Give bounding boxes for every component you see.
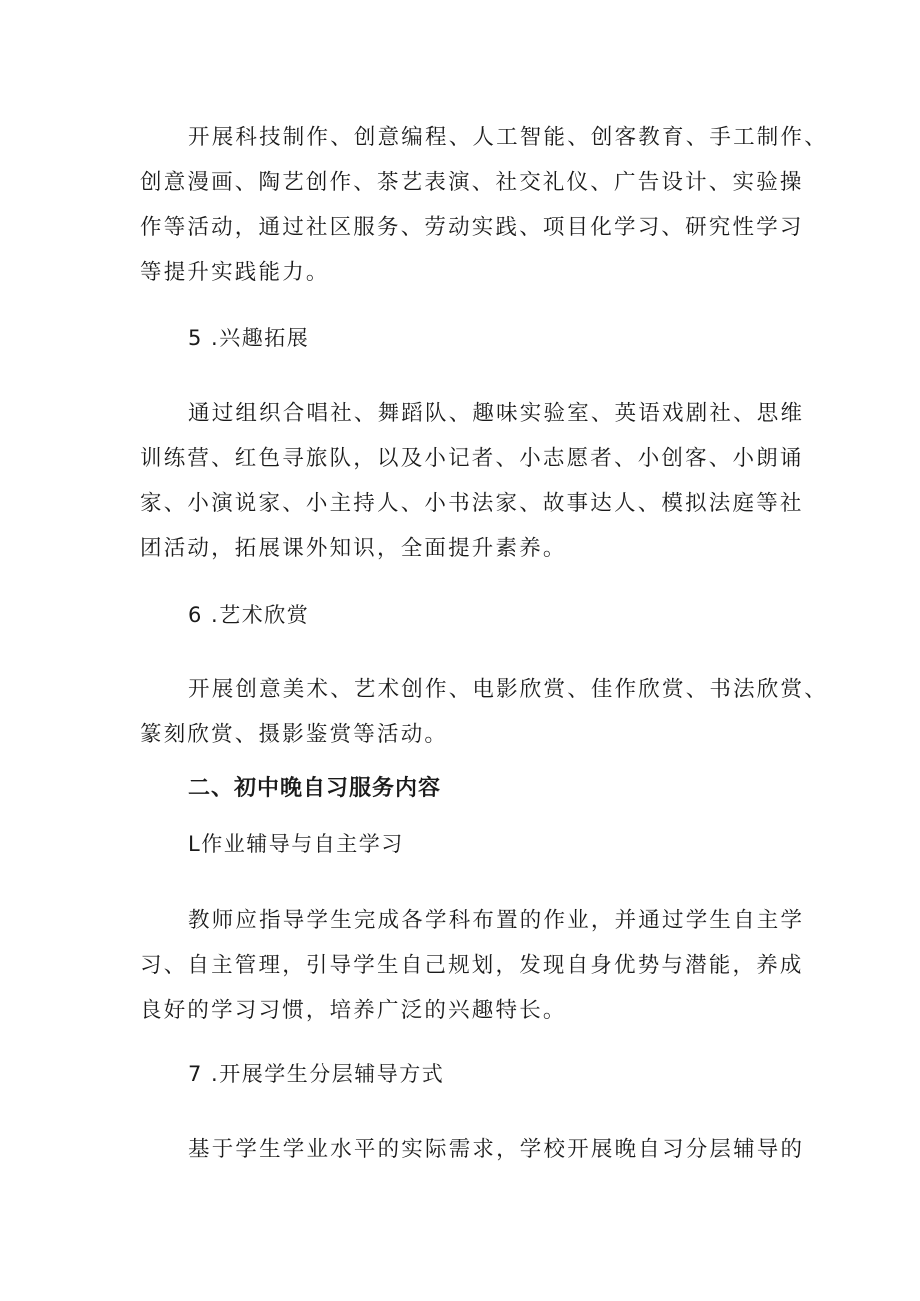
- paragraph-line: 良好的学习习惯，培养广泛的兴趣特长。: [140, 998, 567, 1023]
- paragraph-interest-expansion: [140, 391, 805, 571]
- paragraph-line: 开展科技制作、创意编程、人工智能、创客教育、手工制作、: [188, 125, 828, 150]
- paragraph-line: 习、自主管理，引导学生自己规划，发现自身优势与潜能，养成: [140, 953, 804, 978]
- paragraph-line: 创意漫画、陶艺创作、茶艺表演、社交礼仪、广告设计、实验操: [140, 170, 804, 195]
- paragraph-line: 基于学生学业水平的实际需求，学校开展晚自习分层辅导的: [188, 1137, 805, 1162]
- paragraph-art-appreciation: [140, 667, 828, 757]
- paragraph-practice-activities: [140, 115, 828, 295]
- heading-homework-guidance: L作业辅导与自主学习: [188, 832, 404, 856]
- paragraph-line: 开展创意美术、艺术创作、电影欣赏、佳作欣赏、书法欣赏、: [188, 677, 828, 702]
- paragraph-homework-guidance: [140, 898, 805, 1033]
- paragraph-line: 教师应指导学生完成各学科布置的作业，并通过学生自主学: [188, 908, 805, 933]
- paragraph-line: 家、小演说家、小主持人、小书法家、故事达人、模拟法庭等社: [140, 491, 804, 516]
- paragraph-tiered-tutoring: [140, 1127, 805, 1172]
- section-heading-evening-study: 二、初中晚自习服务内容: [188, 776, 442, 801]
- heading-tiered-tutoring: 7 .开展学生分层辅导方式: [188, 1062, 445, 1086]
- paragraph-line: 团活动，拓展课外知识，全面提升素养。: [140, 536, 567, 561]
- paragraph-line: 等提升实践能力。: [140, 260, 330, 285]
- paragraph-line: 通过组织合唱社、舞蹈队、趣味实验室、英语戏剧社、思维: [188, 401, 805, 426]
- heading-interest-expansion: 5 .兴趣拓展: [188, 326, 310, 350]
- paragraph-line: 篆刻欣赏、摄影鉴赏等活动。: [140, 722, 449, 747]
- paragraph-line: 训练营、红色寻旅队，以及小记者、小志愿者、小创客、小朗诵: [140, 446, 804, 471]
- paragraph-line: 作等活动，通过社区服务、劳动实践、项目化学习、研究性学习: [140, 215, 804, 240]
- heading-art-appreciation: 6 .艺术欣赏: [188, 603, 310, 627]
